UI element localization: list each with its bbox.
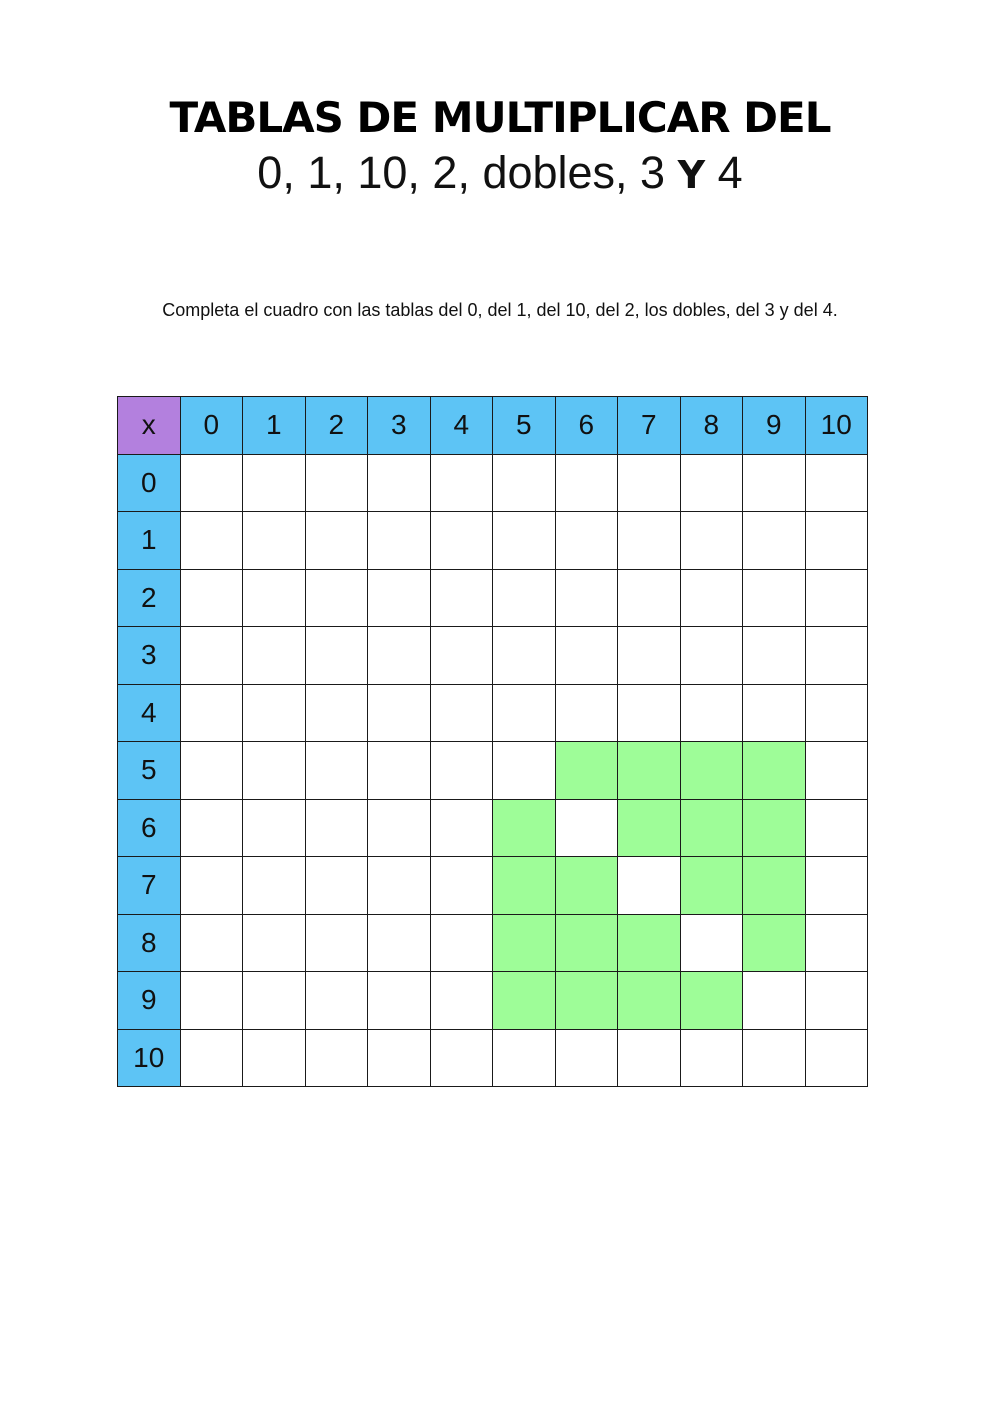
subtitle-numbers: 0, 1, 10, 2, dobles, 3: [257, 147, 666, 198]
answer-cell[interactable]: [680, 569, 743, 627]
grid-corner-cell: x: [118, 397, 181, 455]
answer-cell[interactable]: [180, 1029, 243, 1087]
answer-cell[interactable]: [180, 684, 243, 742]
answer-cell[interactable]: [805, 857, 868, 915]
answer-cell[interactable]: [430, 857, 493, 915]
highlighted-cell[interactable]: [743, 799, 806, 857]
answer-cell[interactable]: [805, 684, 868, 742]
answer-cell[interactable]: [555, 569, 618, 627]
answer-cell[interactable]: [180, 569, 243, 627]
grid-row-7: [118, 857, 868, 915]
column-header-7: 7: [618, 397, 681, 455]
answer-cell[interactable]: [618, 684, 681, 742]
answer-cell[interactable]: [305, 512, 368, 570]
grid-row-3: [118, 627, 868, 685]
answer-cell[interactable]: [493, 454, 556, 512]
answer-cell[interactable]: [368, 799, 431, 857]
answer-cell[interactable]: [680, 914, 743, 972]
answer-cell[interactable]: [430, 627, 493, 685]
grid-row-2: [118, 569, 868, 627]
answer-cell[interactable]: [430, 914, 493, 972]
answer-cell[interactable]: [305, 914, 368, 972]
grid-row-8: [118, 914, 868, 972]
row-header-10: 10: [118, 1029, 181, 1087]
answer-cell[interactable]: [305, 972, 368, 1030]
column-header-3: 3: [368, 397, 431, 455]
multiplication-grid: [117, 396, 868, 1087]
answer-cell[interactable]: [243, 454, 306, 512]
highlighted-cell[interactable]: [618, 799, 681, 857]
highlighted-cell[interactable]: [493, 857, 556, 915]
answer-cell[interactable]: [243, 569, 306, 627]
answer-cell[interactable]: [743, 627, 806, 685]
answer-cell[interactable]: [618, 454, 681, 512]
answer-cell[interactable]: [430, 512, 493, 570]
answer-cell[interactable]: [305, 684, 368, 742]
instructions-text: Completa el cuadro con las tablas del 0, del 1, del 10, del 2, los dobles, del 3 y del 4.: [162, 300, 838, 320]
grid-row-0: [118, 454, 868, 512]
grid-row-4: [118, 684, 868, 742]
highlighted-cell[interactable]: [680, 799, 743, 857]
highlighted-cell[interactable]: [680, 857, 743, 915]
answer-cell[interactable]: [805, 972, 868, 1030]
answer-cell[interactable]: [368, 857, 431, 915]
answer-cell[interactable]: [243, 627, 306, 685]
highlighted-cell[interactable]: [555, 914, 618, 972]
answer-cell[interactable]: [743, 684, 806, 742]
highlighted-cell[interactable]: [743, 742, 806, 800]
answer-cell[interactable]: [368, 512, 431, 570]
answer-cell[interactable]: [555, 627, 618, 685]
column-header-5: 5: [493, 397, 556, 455]
column-header-10: 10: [805, 397, 868, 455]
answer-cell[interactable]: [243, 914, 306, 972]
highlighted-cell[interactable]: [555, 742, 618, 800]
row-header-0: 0: [118, 454, 181, 512]
answer-cell[interactable]: [680, 1029, 743, 1087]
row-header-1: 1: [118, 512, 181, 570]
answer-cell[interactable]: [180, 857, 243, 915]
answer-cell[interactable]: [618, 569, 681, 627]
answer-cell[interactable]: [618, 627, 681, 685]
grid-row-1: [118, 512, 868, 570]
column-header-1: 1: [243, 397, 306, 455]
answer-cell[interactable]: [493, 742, 556, 800]
row-header-7: 7: [118, 857, 181, 915]
answer-cell[interactable]: [305, 569, 368, 627]
answer-cell[interactable]: [680, 454, 743, 512]
answer-cell[interactable]: [805, 1029, 868, 1087]
answer-cell[interactable]: [430, 799, 493, 857]
answer-cell[interactable]: [743, 512, 806, 570]
highlighted-cell[interactable]: [555, 972, 618, 1030]
answer-cell[interactable]: [180, 914, 243, 972]
answer-cell[interactable]: [305, 1029, 368, 1087]
answer-cell[interactable]: [368, 569, 431, 627]
grid-body: [118, 397, 868, 1087]
grid-row-10: [118, 1029, 868, 1087]
column-header-6: 6: [555, 397, 618, 455]
row-header-6: 6: [118, 799, 181, 857]
highlighted-cell[interactable]: [680, 742, 743, 800]
highlighted-cell[interactable]: [555, 857, 618, 915]
answer-cell[interactable]: [555, 799, 618, 857]
answer-cell[interactable]: [243, 799, 306, 857]
highlighted-cell[interactable]: [618, 972, 681, 1030]
column-header-4: 4: [430, 397, 493, 455]
answer-cell[interactable]: [743, 454, 806, 512]
answer-cell[interactable]: [493, 684, 556, 742]
subtitle-last-number: 4: [717, 147, 743, 198]
subtitle-conjunction: Y: [677, 153, 706, 197]
highlighted-cell[interactable]: [493, 972, 556, 1030]
answer-cell[interactable]: [180, 512, 243, 570]
answer-cell[interactable]: [618, 1029, 681, 1087]
answer-cell[interactable]: [305, 799, 368, 857]
column-header-0: 0: [180, 397, 243, 455]
answer-cell[interactable]: [805, 799, 868, 857]
answer-cell[interactable]: [743, 569, 806, 627]
column-header-2: 2: [305, 397, 368, 455]
answer-cell[interactable]: [805, 742, 868, 800]
answer-cell[interactable]: [243, 1029, 306, 1087]
answer-cell[interactable]: [368, 684, 431, 742]
answer-cell[interactable]: [305, 742, 368, 800]
answer-cell[interactable]: [805, 914, 868, 972]
answer-cell[interactable]: [305, 857, 368, 915]
page-title: TABLAS DE MULTIPLICAR DEL: [169, 93, 831, 142]
answer-cell[interactable]: [680, 512, 743, 570]
answer-cell[interactable]: [243, 684, 306, 742]
grid-row-5: [118, 742, 868, 800]
answer-cell[interactable]: [430, 742, 493, 800]
answer-cell[interactable]: [368, 1029, 431, 1087]
answer-cell[interactable]: [243, 512, 306, 570]
answer-cell[interactable]: [555, 1029, 618, 1087]
answer-cell[interactable]: [680, 627, 743, 685]
answer-cell[interactable]: [430, 972, 493, 1030]
answer-cell[interactable]: [180, 627, 243, 685]
grid-row-6: [118, 799, 868, 857]
answer-cell[interactable]: [180, 454, 243, 512]
answer-cell[interactable]: [305, 454, 368, 512]
answer-cell[interactable]: [493, 512, 556, 570]
highlighted-cell[interactable]: [680, 972, 743, 1030]
answer-cell[interactable]: [680, 684, 743, 742]
answer-cell[interactable]: [180, 742, 243, 800]
highlighted-cell[interactable]: [493, 914, 556, 972]
row-header-5: 5: [118, 742, 181, 800]
grid-header-row: [118, 397, 868, 455]
highlighted-cell[interactable]: [743, 914, 806, 972]
answer-cell[interactable]: [743, 972, 806, 1030]
answer-cell[interactable]: [555, 512, 618, 570]
answer-cell[interactable]: [243, 972, 306, 1030]
answer-cell[interactable]: [430, 1029, 493, 1087]
answer-cell[interactable]: [430, 569, 493, 627]
answer-cell[interactable]: [555, 684, 618, 742]
answer-cell[interactable]: [305, 627, 368, 685]
answer-cell[interactable]: [493, 569, 556, 627]
row-header-3: 3: [118, 627, 181, 685]
highlighted-cell[interactable]: [618, 742, 681, 800]
row-header-8: 8: [118, 914, 181, 972]
answer-cell[interactable]: [805, 569, 868, 627]
answer-cell[interactable]: [368, 742, 431, 800]
answer-cell[interactable]: [368, 454, 431, 512]
answer-cell[interactable]: [493, 1029, 556, 1087]
answer-cell[interactable]: [805, 627, 868, 685]
row-header-9: 9: [118, 972, 181, 1030]
answer-cell[interactable]: [618, 512, 681, 570]
answer-cell[interactable]: [368, 972, 431, 1030]
highlighted-cell[interactable]: [743, 857, 806, 915]
answer-cell[interactable]: [805, 512, 868, 570]
highlighted-cell[interactable]: [493, 799, 556, 857]
answer-cell[interactable]: [430, 454, 493, 512]
answer-cell[interactable]: [243, 742, 306, 800]
column-header-9: 9: [743, 397, 806, 455]
answer-cell[interactable]: [805, 454, 868, 512]
answer-cell[interactable]: [430, 684, 493, 742]
grid-row-9: [118, 972, 868, 1030]
answer-cell[interactable]: [180, 799, 243, 857]
answer-cell[interactable]: [618, 857, 681, 915]
row-header-4: 4: [118, 684, 181, 742]
answer-cell[interactable]: [743, 1029, 806, 1087]
answer-cell[interactable]: [368, 627, 431, 685]
answer-cell[interactable]: [493, 627, 556, 685]
answer-cell[interactable]: [368, 914, 431, 972]
page-subtitle: [0, 145, 1000, 203]
answer-cell[interactable]: [180, 972, 243, 1030]
column-header-8: 8: [680, 397, 743, 455]
answer-cell[interactable]: [555, 454, 618, 512]
answer-cell[interactable]: [243, 857, 306, 915]
highlighted-cell[interactable]: [618, 914, 681, 972]
row-header-2: 2: [118, 569, 181, 627]
